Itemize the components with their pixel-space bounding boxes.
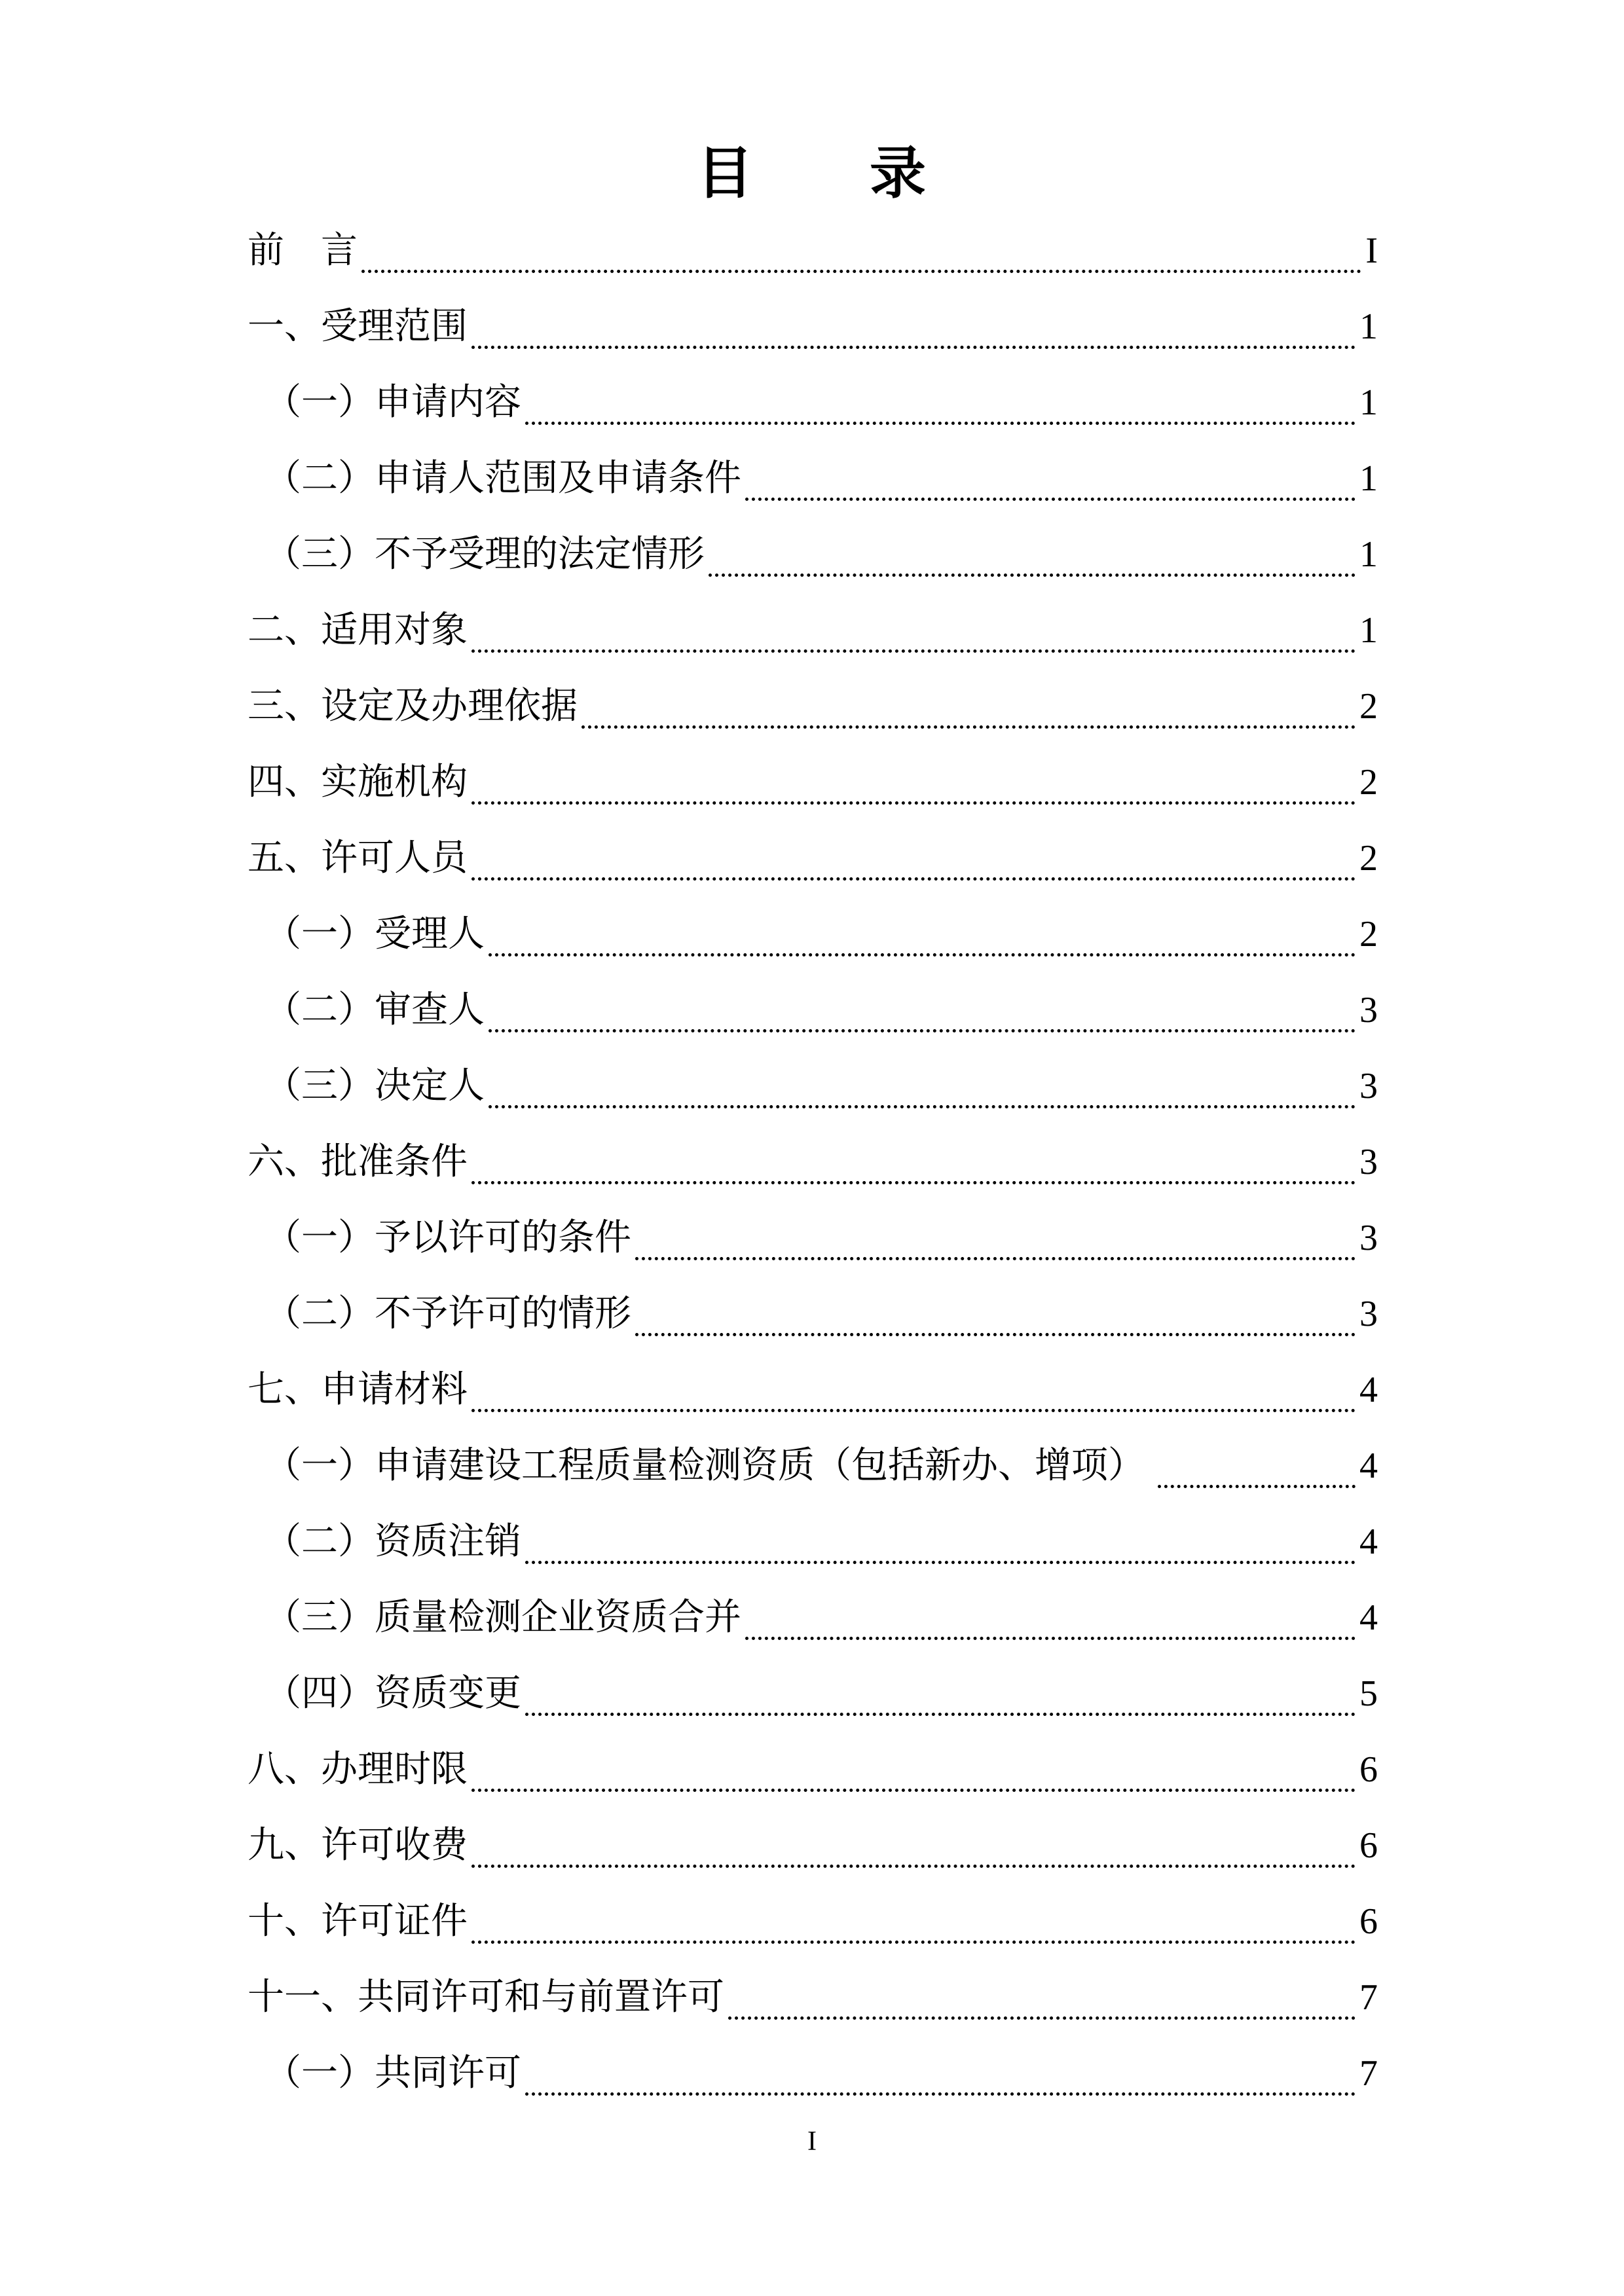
dotted-leader bbox=[525, 1520, 1356, 1564]
toc-entry-page: 5 bbox=[1359, 1673, 1378, 1714]
toc-entry-label: （三）质量检测企业资质合并 bbox=[265, 1597, 741, 1638]
toc-entry[interactable] bbox=[248, 744, 1378, 820]
toc-entry-label: 十、许可证件 bbox=[248, 1901, 468, 1942]
toc-entry[interactable] bbox=[248, 896, 1378, 972]
toc-entry[interactable] bbox=[248, 1200, 1378, 1276]
toc-entry-label: （一）申请内容 bbox=[265, 382, 521, 423]
toc-entry-page: 6 bbox=[1359, 1825, 1378, 1866]
toc-entry-page: 1 bbox=[1359, 458, 1378, 499]
toc-entry-label: （一）受理人 bbox=[265, 914, 485, 955]
toc-entry-label: （二）审查人 bbox=[265, 990, 485, 1030]
dotted-leader bbox=[1158, 1444, 1356, 1488]
toc-entry[interactable] bbox=[248, 2035, 1378, 2111]
toc-entry[interactable] bbox=[248, 1276, 1378, 1352]
dotted-leader bbox=[581, 685, 1356, 729]
dotted-leader bbox=[471, 305, 1356, 349]
dotted-leader bbox=[471, 1824, 1356, 1868]
dotted-leader bbox=[471, 1748, 1356, 1792]
toc-entry[interactable] bbox=[248, 1048, 1378, 1124]
toc-entry[interactable] bbox=[248, 1656, 1378, 1732]
toc-entry-page: 4 bbox=[1359, 1522, 1378, 1562]
toc-entry[interactable] bbox=[248, 1732, 1378, 1808]
toc-entry-label: （三）决定人 bbox=[265, 1066, 485, 1106]
toc-entry-page: 3 bbox=[1359, 1294, 1378, 1334]
dotted-leader bbox=[525, 381, 1356, 425]
dotted-leader bbox=[471, 1368, 1356, 1412]
toc-entry-page: 6 bbox=[1359, 1901, 1378, 1942]
toc-entry[interactable] bbox=[248, 1959, 1378, 2035]
toc-entry-page: 7 bbox=[1359, 1977, 1378, 2018]
dotted-leader bbox=[709, 533, 1356, 577]
toc-entry-page: 4 bbox=[1359, 1446, 1378, 1486]
dotted-leader bbox=[525, 1672, 1356, 1716]
toc-entry-label: （一）共同许可 bbox=[265, 2053, 521, 2094]
toc-entry-label: （一）予以许可的条件 bbox=[265, 1218, 631, 1258]
toc-entry[interactable] bbox=[248, 972, 1378, 1048]
dotted-leader bbox=[489, 913, 1356, 957]
toc-entry[interactable] bbox=[248, 441, 1378, 517]
toc-entry[interactable] bbox=[248, 1580, 1378, 1656]
dotted-leader bbox=[489, 1065, 1356, 1108]
dotted-leader bbox=[471, 837, 1356, 881]
toc-entry-page: 2 bbox=[1359, 762, 1378, 803]
dotted-leader bbox=[635, 1216, 1356, 1260]
toc-entry[interactable] bbox=[248, 1428, 1378, 1504]
toc-entry[interactable] bbox=[248, 592, 1378, 668]
toc-list bbox=[248, 213, 1378, 2111]
dotted-leader bbox=[745, 457, 1356, 501]
toc-entry-label: 六、批准条件 bbox=[248, 1142, 468, 1182]
toc-entry[interactable] bbox=[248, 820, 1378, 896]
toc-entry-page: 1 bbox=[1359, 382, 1378, 423]
toc-entry-label: 四、实施机构 bbox=[248, 762, 468, 803]
toc-entry[interactable] bbox=[248, 1124, 1378, 1200]
toc-entry-page: 1 bbox=[1359, 610, 1378, 651]
toc-entry-page: 2 bbox=[1359, 838, 1378, 879]
toc-entry-label: 二、适用对象 bbox=[248, 610, 468, 651]
toc-entry[interactable] bbox=[248, 289, 1378, 365]
toc-entry-page: 3 bbox=[1359, 1142, 1378, 1182]
toc-entry-page: 3 bbox=[1359, 1218, 1378, 1258]
toc-entry-page: 2 bbox=[1359, 914, 1378, 955]
toc-entry-label: 十一、共同许可和与前置许可 bbox=[248, 1977, 724, 2018]
toc-entry-label: （四）资质变更 bbox=[265, 1673, 521, 1714]
dotted-leader bbox=[471, 761, 1356, 805]
dotted-leader bbox=[745, 1596, 1356, 1640]
toc-entry-label: （二）不予许可的情形 bbox=[265, 1294, 631, 1334]
dotted-leader bbox=[471, 1900, 1356, 1944]
toc-entry[interactable] bbox=[248, 517, 1378, 592]
toc-entry-page: 4 bbox=[1359, 1370, 1378, 1410]
toc-entry-label: 八、办理时限 bbox=[248, 1749, 468, 1790]
toc-entry[interactable] bbox=[248, 365, 1378, 441]
dotted-leader bbox=[489, 989, 1356, 1032]
toc-entry-page: 1 bbox=[1359, 306, 1378, 347]
toc-entry[interactable] bbox=[248, 213, 1378, 289]
toc-entry-label: 九、许可收费 bbox=[248, 1825, 468, 1866]
dotted-leader bbox=[728, 1976, 1356, 2020]
toc-entry[interactable] bbox=[248, 1352, 1378, 1428]
toc-entry-page: I bbox=[1365, 230, 1378, 271]
toc-entry-page: 4 bbox=[1359, 1597, 1378, 1638]
dotted-leader bbox=[471, 609, 1356, 653]
toc-entry-label: （三）不予受理的法定情形 bbox=[265, 534, 705, 575]
toc-entry[interactable] bbox=[248, 1808, 1378, 1884]
toc-entry-page: 6 bbox=[1359, 1749, 1378, 1790]
toc-entry[interactable] bbox=[248, 1504, 1378, 1580]
toc-entry-label: 前 言 bbox=[248, 230, 358, 271]
toc-entry-page: 7 bbox=[1359, 2053, 1378, 2094]
dotted-leader bbox=[361, 229, 1361, 273]
toc-entry-page: 2 bbox=[1359, 686, 1378, 727]
page-number-footer: I bbox=[807, 2126, 817, 2157]
toc-entry-label: 七、申请材料 bbox=[248, 1370, 468, 1410]
toc-entry-label: 三、设定及办理依据 bbox=[248, 686, 578, 727]
toc-entry-label: （二）申请人范围及申请条件 bbox=[265, 458, 741, 499]
dotted-leader bbox=[525, 2052, 1356, 2096]
toc-title: 目 录 bbox=[697, 141, 927, 206]
toc-entry-page: 1 bbox=[1359, 534, 1378, 575]
toc-entry-label: 五、许可人员 bbox=[248, 838, 468, 879]
dotted-leader bbox=[471, 1140, 1356, 1184]
toc-entry[interactable] bbox=[248, 1884, 1378, 1959]
toc-entry-label: 一、受理范围 bbox=[248, 306, 468, 347]
toc-entry-label: （二）资质注销 bbox=[265, 1522, 521, 1562]
toc-entry-label: （一）申请建设工程质量检测资质（包括新办、增项） bbox=[265, 1446, 1154, 1486]
toc-entry-page: 3 bbox=[1359, 990, 1378, 1030]
toc-entry-page: 3 bbox=[1359, 1066, 1378, 1106]
toc-entry[interactable] bbox=[248, 668, 1378, 744]
dotted-leader bbox=[635, 1292, 1356, 1336]
